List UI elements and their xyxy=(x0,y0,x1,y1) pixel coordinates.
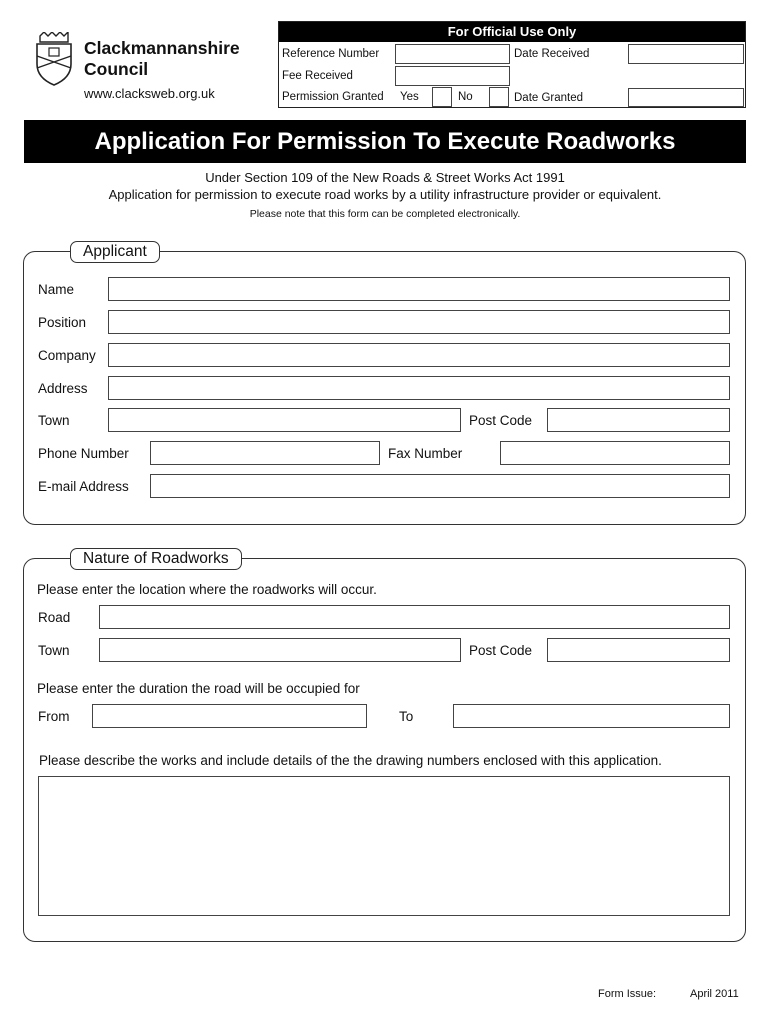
permission-no-label: No xyxy=(458,91,473,103)
permission-yes-label: Yes xyxy=(400,91,419,103)
roadworks-town-label: Town xyxy=(38,643,70,658)
post-code-label: Post Code xyxy=(469,413,533,428)
roadworks-post-code-label: Post Code xyxy=(469,643,533,658)
company-label: Company xyxy=(38,348,96,363)
form-title: Application For Permission To Execute Roadworks xyxy=(24,120,746,163)
permission-yes-checkbox[interactable] xyxy=(432,87,452,107)
name-label: Name xyxy=(38,282,75,297)
roadworks-post-code-field[interactable] xyxy=(547,638,730,662)
position-label: Position xyxy=(38,315,87,330)
name-field[interactable] xyxy=(108,277,730,301)
phone-number-label: Phone Number xyxy=(38,446,129,461)
council-website: www.clacksweb.org.uk xyxy=(84,86,215,101)
fax-number-label: Fax Number xyxy=(388,446,463,461)
council-name: Clackmannanshire Council xyxy=(84,38,240,79)
form-issue-label: Form Issue: xyxy=(598,988,657,1000)
reference-number-label: Reference Number xyxy=(282,48,380,60)
roadworks-town-field[interactable] xyxy=(99,638,461,662)
to-date-field[interactable] xyxy=(453,704,730,728)
company-field[interactable] xyxy=(108,343,730,367)
permission-no-checkbox[interactable] xyxy=(489,87,509,107)
fax-number-field[interactable] xyxy=(500,441,730,465)
roadworks-legend: Nature of Roadworks xyxy=(70,548,242,570)
works-description-textarea[interactable] xyxy=(38,776,730,916)
email-address-label: E-mail Address xyxy=(38,479,129,494)
fee-received-field[interactable] xyxy=(395,66,510,86)
official-use-title: For Official Use Only xyxy=(279,22,745,42)
town-label: Town xyxy=(38,413,70,428)
phone-number-field[interactable] xyxy=(150,441,380,465)
address-label: Address xyxy=(38,381,88,396)
to-label: To xyxy=(399,709,414,724)
date-received-field[interactable] xyxy=(628,44,744,64)
post-code-field[interactable] xyxy=(547,408,730,432)
location-prompt: Please enter the location where the roadworks will occur. xyxy=(37,582,377,597)
from-label: From xyxy=(38,709,70,724)
permission-granted-label: Permission Granted xyxy=(282,91,384,103)
date-granted-field[interactable] xyxy=(628,88,744,107)
from-date-field[interactable] xyxy=(92,704,367,728)
road-label: Road xyxy=(38,610,71,625)
date-granted-label: Date Granted xyxy=(514,92,584,104)
reference-number-field[interactable] xyxy=(395,44,510,64)
fee-received-label: Fee Received xyxy=(282,70,353,82)
subtitle-act: Under Section 109 of the New Roads & Street Works Act 1991 xyxy=(205,170,565,185)
road-field[interactable] xyxy=(99,605,730,629)
duration-prompt: Please enter the duration the road will be occupied for xyxy=(37,681,360,696)
town-field[interactable] xyxy=(108,408,461,432)
council-crest-icon xyxy=(34,32,74,86)
address-field[interactable] xyxy=(108,376,730,400)
subtitle-description: Application for permission to execute road works by a utility infrastructure provider or equivalent. xyxy=(108,187,662,202)
email-address-field[interactable] xyxy=(150,474,730,498)
form-issue-date: April 2011 xyxy=(690,988,739,1000)
electronic-note: Please note that this form can be completed electronically. xyxy=(249,208,521,220)
applicant-legend: Applicant xyxy=(70,241,160,263)
date-received-label: Date Received xyxy=(514,48,590,60)
describe-works-prompt: Please describe the works and include details of the the drawing numbers enclosed with this application. xyxy=(39,753,662,768)
position-field[interactable] xyxy=(108,310,730,334)
